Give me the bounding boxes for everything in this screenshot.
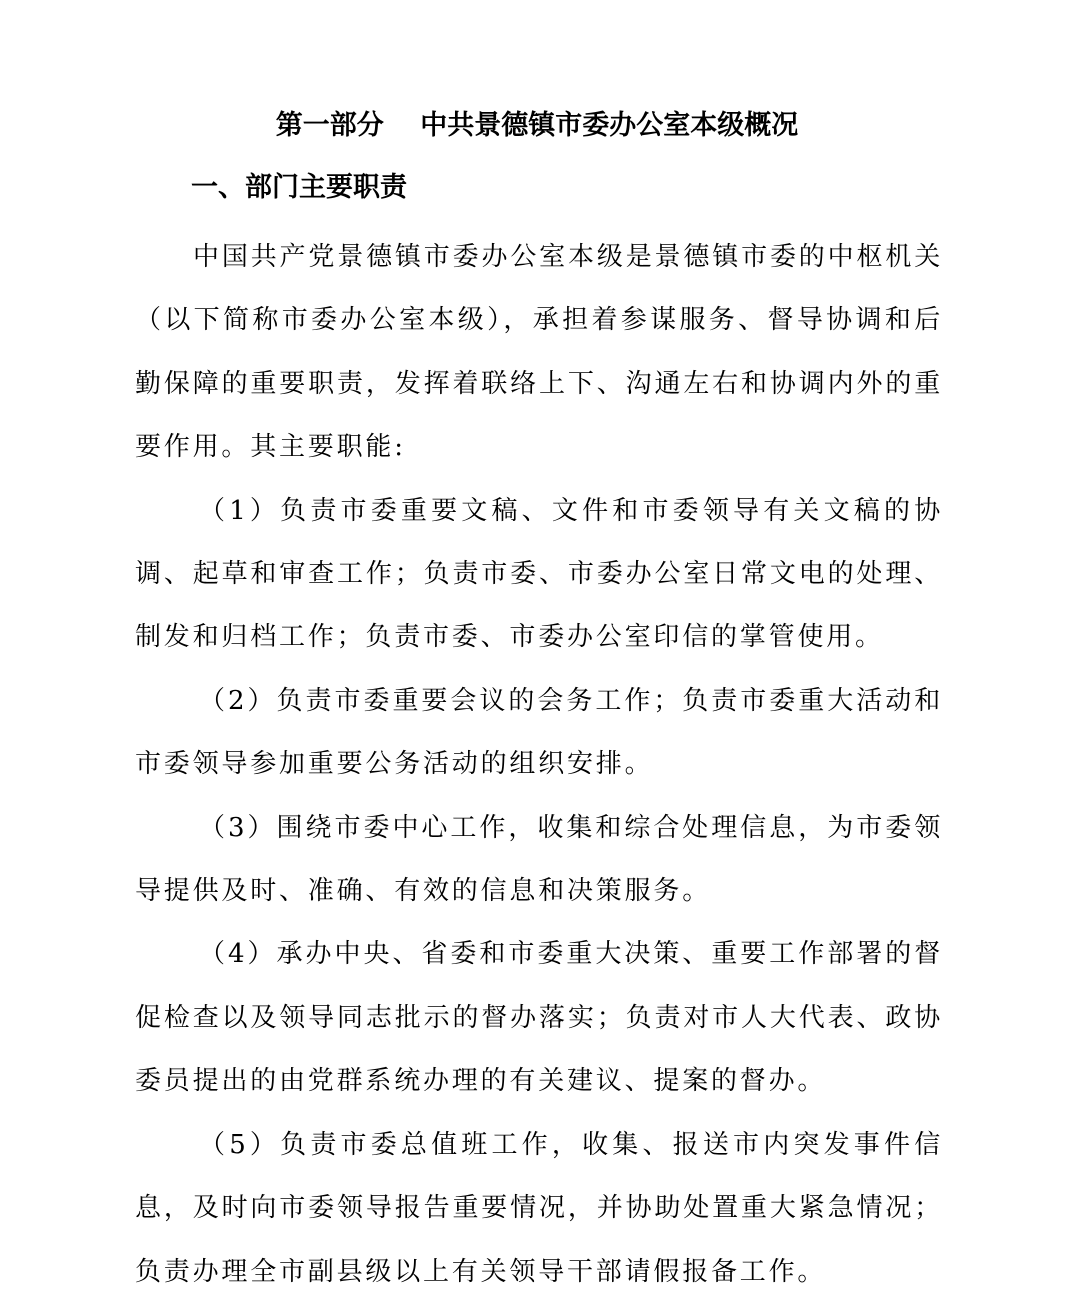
body-text [135, 226, 943, 1304]
duty-item-1: （1）负责市委重要文稿、文件和市委领导有关文稿的协调、起草和审查工作；负责市委、市委办公室日常文电的处理、制发和归档工作；负责市委、市委办公室印信的掌管使用。 [135, 495, 943, 653]
intro-paragraph: 中国共产党景德镇市委办公室本级是景德镇市委的中枢机关（以下简称市委办公室本级），承担着参谋服务、督导协调和后勤保障的重要职责，发挥着联络上下、沟通左右和协调内外的重要作用。其主要职能: [135, 242, 943, 463]
page-title: 第一部分 中共景德镇市委办公室本级概况 [275, 110, 799, 141]
duty-item-3: （3）围绕市委中心工作，收集和综合处理信息，为市委领导提供及时、准确、有效的信息和决策服务。 [135, 812, 943, 907]
section-heading: 一、部门主要职责 [191, 172, 407, 203]
duty-item-2: （2）负责市委重要会议的会务工作；负责市委重大活动和市委领导参加重要公务活动的组织安排。 [135, 685, 943, 780]
duty-item-4: （4）承办中央、省委和市委重大决策、重要工作部署的督促检查以及领导同志批示的督办落实；负责对市人大代表、政协委员提出的由党群系统办理的有关建议、提案的督办。 [135, 939, 943, 1097]
duty-item-5: （5）负责市委总值班工作，收集、报送市内突发事件信息，及时向市委领导报告重要情况，并协助处置重大紧急情况；负责办理全市副县级以上有关领导干部请假报备工作。 [135, 1129, 943, 1287]
